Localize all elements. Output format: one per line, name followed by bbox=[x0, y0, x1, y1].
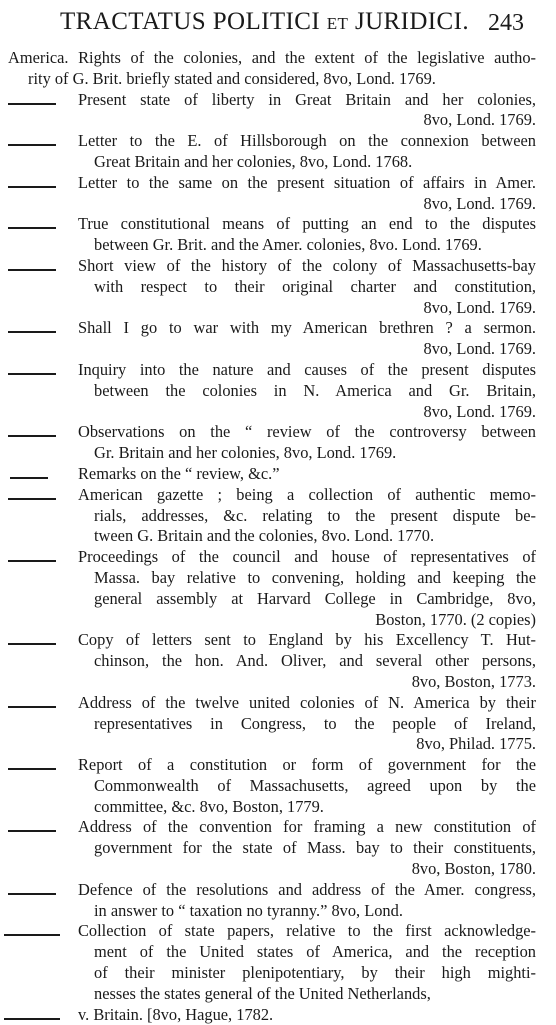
entry-continuation-line: rials, addresses, &c. relating to the present dispute be- bbox=[94, 505, 536, 525]
entry-continuation-line: nesses the states general of the United Netherlands, bbox=[94, 983, 431, 1003]
catalogue-entry bbox=[0, 90, 556, 132]
ditto-dash bbox=[8, 768, 56, 770]
entry-title-line: Address of the twelve united colonies of N. America by their bbox=[78, 692, 536, 712]
ditto-dash bbox=[4, 934, 60, 936]
running-head-title-part1: TRACTATUS POLITICI bbox=[60, 8, 321, 35]
catalogue-entry bbox=[0, 214, 556, 256]
catalogue-entry bbox=[0, 256, 556, 318]
catalogue-entry bbox=[0, 693, 556, 755]
entry-title-line: Letter to the same on the present situation of affairs in Amer. bbox=[78, 172, 536, 192]
entry-title-line: Inquiry into the nature and causes of the present disputes bbox=[78, 359, 536, 379]
entry-title-line: Present state of liberty in Great Britain and her colonies, bbox=[78, 89, 536, 109]
ditto-dash bbox=[10, 477, 48, 479]
ditto-dash bbox=[8, 373, 56, 375]
entry-title-line: Remarks on the “ review, &c.” bbox=[78, 463, 280, 483]
catalogue-entry bbox=[0, 921, 556, 1004]
running-head bbox=[0, 6, 556, 40]
entry-continuation-line: 8vo, Lond. 1769. bbox=[423, 401, 536, 421]
entry-continuation-line: 8vo, Lond. 1769. bbox=[423, 193, 536, 213]
ditto-dash bbox=[8, 435, 56, 437]
entry-continuation-line: between the colonies in N. America and Gr. Britain, bbox=[94, 380, 536, 400]
entry-continuation-line: tween G. Britain and the colonies, 8vo. Lond. 1770. bbox=[94, 526, 435, 546]
catalogue-entries bbox=[0, 48, 556, 1025]
entry-continuation-line: chinson, the hon. And. Oliver, and several other persons, bbox=[94, 651, 536, 671]
entry-title-line: Proceedings of the council and house of representatives of bbox=[78, 547, 536, 567]
ditto-dash bbox=[8, 269, 56, 271]
running-head-title-part2: JURIDICI. bbox=[354, 8, 469, 35]
ditto-dash bbox=[8, 643, 56, 645]
entry-continuation-line: Commonwealth of Massachusetts, agreed upon by the bbox=[94, 775, 536, 795]
entry-continuation-line: representatives in Congress, to the people of Ireland, bbox=[94, 713, 536, 733]
ditto-dash bbox=[8, 227, 56, 229]
ditto-dash bbox=[8, 893, 56, 895]
entry-title-line: True constitutional means of putting an end to the disputes bbox=[78, 214, 536, 234]
ditto-dash bbox=[8, 103, 56, 105]
entry-continuation-line: of their minister plenipotentiary, by their high mighti- bbox=[94, 963, 536, 983]
running-head-title-conjunction: ET bbox=[326, 14, 349, 33]
ditto-dash bbox=[8, 498, 56, 500]
entry-continuation-line: ment of the United states of America, and the reception bbox=[94, 942, 536, 962]
entry-title-line: v. Britain. [8vo, Hague, 1782. bbox=[78, 1004, 274, 1024]
entry-continuation-line: 8vo, Lond. 1769. bbox=[423, 110, 536, 130]
entry-title-line: America. Rights of the colonies, and the extent of the legislative autho- bbox=[8, 48, 536, 67]
catalogue-entry bbox=[0, 817, 556, 879]
entry-title-line: Defence of the resolutions and address of the Amer. congress, bbox=[78, 879, 536, 899]
catalogue-entry bbox=[0, 131, 556, 173]
ditto-dash bbox=[4, 1018, 60, 1020]
entry-continuation-line: Gr. Britain and her colonies, 8vo, Lond. 1769. bbox=[94, 443, 397, 463]
entry-continuation-line: with respect to their original charter and constitution, bbox=[94, 276, 536, 296]
entry-continuation-line: Massa. bay relative to convening, holding and keeping the bbox=[94, 567, 536, 587]
catalogue-entry bbox=[0, 880, 556, 922]
entry-continuation-line: Boston, 1770. (2 copies) bbox=[375, 609, 536, 629]
catalogue-entry bbox=[0, 173, 556, 215]
ditto-dash bbox=[8, 144, 56, 146]
entry-continuation-line: general assembly at Harvard College in Cambridge, 8vo, bbox=[94, 588, 536, 608]
ditto-dash bbox=[8, 560, 56, 562]
entry-title-line: Copy of letters sent to England by his Excellency T. Hut- bbox=[78, 630, 536, 650]
entry-continuation-line: Great Britain and her colonies, 8vo, Lond. 1768. bbox=[94, 151, 413, 171]
entry-continuation-line: 8vo, Boston, 1773. bbox=[411, 671, 536, 691]
catalogue-entry bbox=[0, 318, 556, 360]
entry-title-line: Collection of state papers, relative to the first acknowledge- bbox=[78, 921, 536, 941]
entry-continuation-line: between Gr. Brit. and the Amer. colonies, 8vo. Lond. 1769. bbox=[94, 235, 482, 255]
entry-title-line: Letter to the E. of Hillsborough on the connexion between bbox=[78, 131, 536, 151]
entry-continuation-line: government for the state of Mass. bay to their constituents, bbox=[94, 838, 536, 858]
entry-title-line: Address of the convention for framing a new constitution of bbox=[78, 817, 536, 837]
entry-title-line: Short view of the history of the colony of Massachusetts-bay bbox=[78, 255, 536, 275]
entry-continuation-line: 8vo, Philad. 1775. bbox=[416, 734, 536, 754]
catalogue-entry bbox=[0, 464, 556, 485]
catalogue-entry bbox=[0, 1005, 556, 1025]
ditto-dash bbox=[8, 706, 56, 708]
catalogue-entry bbox=[0, 48, 556, 90]
catalogue-entry bbox=[0, 630, 556, 692]
page-number: 243 bbox=[488, 10, 524, 36]
entry-title-line: American gazette ; being a collection of authentic memo- bbox=[78, 484, 536, 504]
entry-continuation-line: 8vo, Boston, 1780. bbox=[411, 859, 536, 879]
entry-continuation-line: rity of G. Brit. briefly stated and considered, 8vo, Lond. 1769. bbox=[28, 68, 436, 88]
catalogue-entry bbox=[0, 422, 556, 464]
running-head-title bbox=[60, 8, 469, 36]
ditto-dash bbox=[8, 331, 56, 333]
entry-title-line: Observations on the “ review of the controversy between bbox=[78, 422, 536, 442]
entry-title-line: Report of a constitution or form of government for the bbox=[78, 755, 536, 775]
entry-continuation-line: committee, &c. 8vo, Boston, 1779. bbox=[94, 796, 324, 816]
entry-continuation-line: in answer to “ taxation no tyranny.” 8vo, Lond. bbox=[94, 900, 403, 920]
catalogue-entry bbox=[0, 360, 556, 422]
catalogue-entry bbox=[0, 547, 556, 630]
entry-continuation-line: 8vo, Lond. 1769. bbox=[423, 297, 536, 317]
ditto-dash bbox=[8, 830, 56, 832]
ditto-dash bbox=[8, 186, 56, 188]
catalogue-entry bbox=[0, 485, 556, 547]
catalogue-entry bbox=[0, 755, 556, 817]
entry-title-line: Shall I go to war with my American brethren ? a sermon. bbox=[78, 318, 536, 338]
entry-continuation-line: 8vo, Lond. 1769. bbox=[423, 339, 536, 359]
